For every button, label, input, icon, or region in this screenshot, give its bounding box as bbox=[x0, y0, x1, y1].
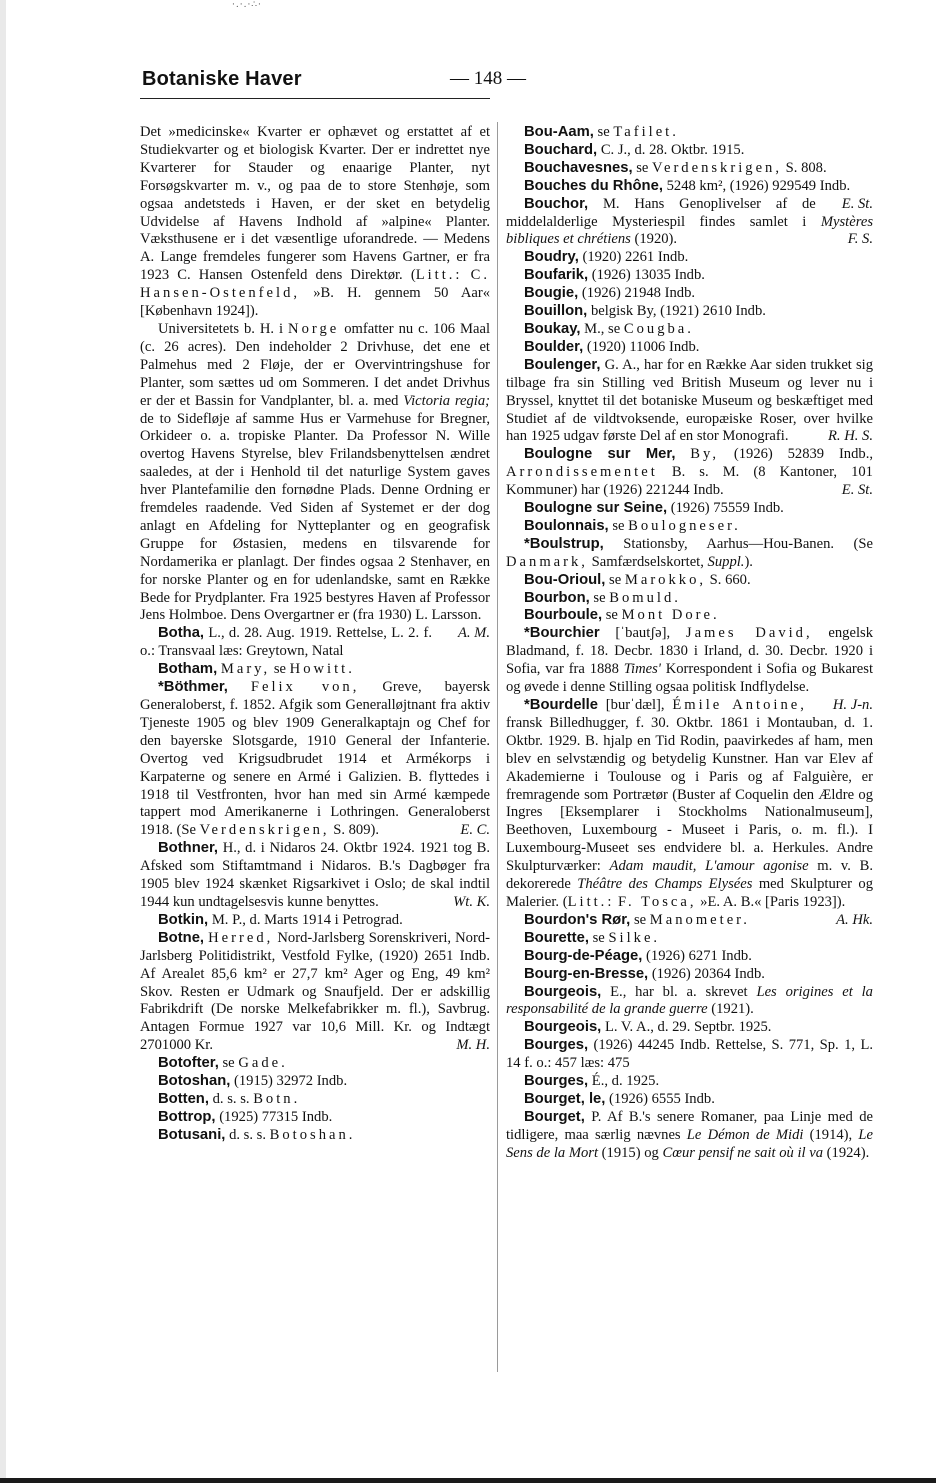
entry-bouches-du-rhone: Bouches du Rhône, 5248 km², (1926) 929549 Indb. E. St. bbox=[524, 177, 873, 212]
headword: Bougie, bbox=[524, 285, 579, 302]
headword: Bottrop, bbox=[158, 1108, 216, 1125]
entry-bothmer: *Böthmer, Felix von, Greve, bayersk Generaloberst, f. 1852. Afgik som Generalløjtnant fra aktiv Tjeneste 1905 og blev 1909 Generalkaptajn og Chef for den bayerske Slotsgarde, 1910 General der Infanterie. Overtog ved Krigsudbrudet 1914 et Armékorps i Karpaterne og senere en Armé i Galizien. B. flyttedes i 1918 til Vestfronten, hvor han med sin Armé kæmpede tappert mod Amerikanerne i Lothringen. Generaloberst 1918. (Se Verdenskrigen, S. 809). E. C. bbox=[140, 679, 490, 839]
cross-reference: Tafilet. bbox=[613, 124, 679, 140]
headword: Botha, bbox=[158, 625, 205, 642]
entry-bouchavesnes: Bouchavesnes, se Verdenskrigen, S. 808. bbox=[524, 159, 827, 176]
author-signature: A. M. bbox=[457, 625, 490, 642]
entry-bourdons-ror: Bourdon's Rør, se Manometer. bbox=[524, 911, 750, 928]
entry-bougie: Bougie, (1926) 21948 Indb. bbox=[524, 285, 696, 302]
paragraph: Universitetets b. H. i Norge omfatter nu c. 106 Maal (c. 26 acres). Den indeholder 2 Drivhuse, det ene et Palmehus med 2 Fløje, der er Overvintringshuse for Planter, som sættes ud om Sommeren. I det andet Drivhus er der et Bassin for Vandplanter, bl. a. med Victoria regia; de to Sidefløje af samme Hus er Varmehuse for Bregner, Orkideer o. a. tropiske Planter. Da Professor N. Wille overtog Havens Styrelse, blev Frilandsbenyttelsen ændret saaledes, at der i Henhold til det naturlige System gaves hver Plantefamilie den fornødne Plads. Denne Ordning er fremdeles raadende. Ved Siden af Systemet er der dog anlagt en Afdeling for Nytteplanter og en geografisk Gruppe for Østasien, medens en tilsvarende for Nordamerika er planlagt. Der findes ogsaa 2 Stenhaver, en for norske Planter og en for udenlandske, samt en Række Bede for Prydplanter. Fra 1925 bestyres Haven af Professor Jens Holmboe. Dens Overgartner er (fra 1930) L. Larsson. A. M. bbox=[140, 320, 490, 642]
headword: Bourg-en-Bresse, bbox=[524, 965, 649, 982]
cross-reference: Verdenskrigen, bbox=[199, 822, 330, 839]
cross-reference: Howitt. bbox=[289, 661, 355, 678]
headword: Bothner, bbox=[158, 840, 219, 857]
entry-botham: Botham, Mary, se Howitt. bbox=[158, 661, 355, 678]
headword: Boulder, bbox=[524, 338, 584, 355]
header-rule bbox=[140, 98, 490, 99]
entry-botten: Botten, d. s. s. Botn. bbox=[158, 1090, 301, 1107]
author-signature: E. C. bbox=[460, 822, 490, 839]
headword: Boulonnais, bbox=[524, 517, 609, 534]
headword: *Boulstrup, bbox=[524, 535, 604, 552]
cross-reference: Boulogneser. bbox=[628, 517, 741, 534]
paragraph: Det »medicinske« Kvarter er ophævet og erstattet af et Studiekvarter og et biologisk Kvarter. Der er indrettet nye Kvarterer for Stauder og enaarige Planter, nyt Forsøgskvarter m. v., og paa de to store Stenhøje, som ogsaa andetsteds i Haven, er der sket en betydelig Udvidelse af Havens Indhold af »alpine« Planter. Væksthusene er i det væsentlige uforandrede. — Medens A. Lange fremdeles fungerer som Havens Gartner, er fra 1923 C. Hansen Ostenfeld dens Direktør. (Litt.: C. Hansen-Ostenfeld, »B. H. gennem 50 Aar« [København 1924]). bbox=[140, 124, 491, 320]
entry-bourgeois-e: Bourgeois, E., har bl. a. skrevet Les origines et la responsabilité de la grande guerre (1921). bbox=[506, 983, 873, 1018]
cross-reference: Manometer. bbox=[649, 911, 750, 928]
entry-bourg-en-bresse: Bourg-en-Bresse, (1926) 20364 Indb. bbox=[524, 965, 765, 982]
entry-boufarik: Boufarik, (1926) 13035 Indb. bbox=[524, 267, 705, 284]
headword: *Bourchier bbox=[524, 625, 600, 642]
cross-reference: Mont Dore. bbox=[621, 607, 720, 624]
headword: Botofter, bbox=[158, 1055, 219, 1072]
cross-reference: Botoshan. bbox=[269, 1126, 356, 1143]
entry-botha: Botha, L., d. 28. Aug. 1919. Rettelse, L. 2. f. o.: Transvaal læs: Greytown, Natal bbox=[140, 625, 432, 660]
headword: Bourbon, bbox=[524, 589, 590, 606]
entry-bouchor: Bouchor, M. Hans Genoplivelser af de middelalderlige Mysteriespil findes samlet i Mystères bibliques et chrétiens (1920). F. S. bbox=[506, 195, 873, 248]
entry-bourbon: Bourbon, se Bomuld. bbox=[524, 589, 681, 606]
cross-reference: Silke. bbox=[608, 929, 661, 946]
entry-boulogne-sur-seine: Boulogne sur Seine, (1926) 75559 Indb. bbox=[524, 500, 784, 517]
entry-boulonnais: Boulonnais, se Boulogneser. bbox=[524, 517, 741, 534]
headword: Bouchavesnes, bbox=[524, 159, 633, 176]
entry-bourdelle: *Bourdelle [burˈdæl], Émile Antoine, fransk Billedhugger, f. 30. Oktbr. 1861 i Montauban, d. 1. Oktbr. 1929. B. hjalp en Tid Rodin, paavirkedes af ham, men blev en selvstændig og betydelig Kunstner. Han var Elev af Akademierne i Toulouse og i Paris og af Falguière, er fremragende som Portrætør (Buster af Coquelin den Ældre og Ingres [Eksemplarer i Stockholms Nationalmuseum], Beethoven, Luxembourg - Museet i Paris, o. m. fl.). I Luxembourg-Museet ses endvidere bl. a. Herkules. Andre Skulpturværker: Adam maudit, L'amour agonise m. v. B. dekorerede Théâtre des Champs Elysées med Skulpturer og Malerier. (Litt.: F. Tosca, »E. A. B.« [Paris 1923]). A. Hk. bbox=[506, 697, 873, 928]
scan-bottom-edge bbox=[0, 1478, 936, 1483]
entry-bouillon: Bouillon, belgisk By, (1921) 2610 Indb. bbox=[524, 303, 766, 320]
left-column bbox=[140, 124, 490, 1145]
cross-reference: Bomuld. bbox=[609, 589, 681, 606]
running-header-title: Botaniske Haver bbox=[142, 68, 302, 90]
headword: Boufarik, bbox=[524, 267, 589, 284]
entry-boudry: Boudry, (1920) 2261 Indb. bbox=[524, 249, 689, 266]
entry-botkin: Botkin, M. P., d. Marts 1914 i Petrograd. bbox=[158, 911, 403, 928]
entry-bourget-p: Bourget, P. Af B.'s senere Romaner, paa Linje med de tidligere, maa særlig nævnes Le Démon de Midi (1914), Le Sens de la Mort (1915) og Cœur pensif ne sait où il va (1924). bbox=[506, 1108, 873, 1161]
scan-artifact: ·.·.·∴· bbox=[232, 0, 262, 10]
headword: Bourg-de-Péage, bbox=[524, 947, 643, 964]
headword: Botten, bbox=[158, 1090, 209, 1107]
author-signature: M. H. bbox=[456, 1037, 490, 1054]
headword: Botne, bbox=[158, 929, 205, 946]
entry-boulstrup: *Boulstrup, Stationsby, Aarhus—Hou-Banen. (Se Danmark, Samfærdselskortet, Suppl.). bbox=[506, 535, 874, 570]
entry-bourette: Bourette, se Silke. bbox=[524, 929, 661, 946]
headword: Bou-Orioul, bbox=[524, 571, 606, 588]
page-number: — 148 — bbox=[450, 68, 526, 89]
author-signature: F. S. bbox=[847, 231, 873, 248]
entry-bou-orioul: Bou-Orioul, se Marokko, S. 660. bbox=[524, 571, 751, 588]
cross-reference: Gade. bbox=[238, 1055, 288, 1072]
headword: Boukay, bbox=[524, 320, 581, 337]
headword: Bourdon's Rør, bbox=[524, 911, 631, 928]
headword: Boulogne sur Seine, bbox=[524, 500, 668, 517]
entry-bourg-de-peage: Bourg-de-Péage, (1926) 6271 Indb. bbox=[524, 947, 752, 964]
entry-bothner: Bothner, H., d. i Nidaros 24. Oktbr 1924. 1921 tog B. Afsked som Stiftamtmand i Nidaros. B.'s Dagbøger fra 1905 blev 1924 skænket Rigsarkivet i Oslo; de skal indtil 1944 kun undtagelsesvis kunne benyttes. Wt. K. bbox=[140, 840, 490, 910]
headword: Botoshan, bbox=[158, 1073, 231, 1090]
entry-bourchier: *Bourchier [ˈbautʃə], James David, engelsk Bladmand, f. 18. Decbr. 1830 i Irland, d. 30. Decbr. 1920 i Sofia, var fra 1888 Times' Korrespondent i Sofia og Bukarest og øvede i denne Stilling ogsaa politisk Indflydelse. H. J-n. bbox=[506, 625, 874, 713]
headword: Bouches du Rhône, bbox=[524, 177, 663, 194]
headword: *Bourdelle bbox=[524, 697, 598, 713]
author-signature: E. St. bbox=[841, 482, 873, 499]
entry-bourges: Bourges, (1926) 44245 Indb. Rettelse, S. 771, Sp. 1, L. 14 f. o.: 457 læs: 475 bbox=[506, 1037, 874, 1072]
author-signature: H. J-n. bbox=[832, 697, 873, 713]
cross-reference: Marokko, bbox=[624, 571, 707, 588]
headword: Bourges, bbox=[524, 1037, 589, 1054]
entry-bourgeois-lva: Bourgeois, L. V. A., d. 29. Septbr. 1925. bbox=[524, 1019, 772, 1036]
entry-botne: Botne, Herred, Nord-Jarlsberg Sorenskriveri, Nord-Jarlsberg Politidistrikt, Vestfold Fylke, (1920) 2651 Indb. Af Arealet 85,6 km² er 27,7 km² Ager og Eng, 49 km² Skov. Resten er Udmark og Snaufjeld. Der er adskillig Fabrikdrift (De norske Melkefabrikker m. fl.), Savbrug. Antagen Formue 1927 var 10,6 Mill. Kr. og Indtægt 2701000 Kr. M. H. bbox=[140, 929, 490, 1054]
headword: Bouchor, bbox=[524, 195, 589, 212]
headword: Botham, bbox=[158, 661, 218, 678]
headword: Bourges, bbox=[524, 1073, 589, 1090]
entry-botoshan: Botoshan, (1915) 32972 Indb. bbox=[158, 1073, 348, 1090]
entry-bourboule: Bourboule, se Mont Dore. bbox=[524, 607, 720, 624]
headword: Botkin, bbox=[158, 911, 209, 928]
headword: Boulenger, bbox=[524, 356, 601, 373]
headword: Bourgeois, bbox=[524, 1019, 602, 1036]
headword: Bou-Aam, bbox=[524, 124, 594, 140]
entry-botofter: Botofter, se Gade. bbox=[158, 1055, 288, 1072]
entry-bourget-le: Bourget, le, (1926) 6555 Indb. bbox=[524, 1090, 715, 1107]
entry-bou-aam: Bou-Aam, se Tafilet. bbox=[524, 124, 679, 140]
headword: Bourboule, bbox=[524, 607, 603, 624]
right-column bbox=[506, 124, 873, 1163]
headword: Bouchard, bbox=[524, 141, 598, 158]
author-signature: Wt. K. bbox=[453, 893, 490, 910]
headword: Bourgeois, bbox=[524, 983, 602, 1000]
headword: Bourette, bbox=[524, 929, 589, 946]
cross-reference: Cougba. bbox=[623, 320, 694, 337]
headword: Boulogne sur Mer, bbox=[524, 446, 676, 463]
cross-reference: Verdenskrigen, bbox=[652, 159, 782, 176]
cross-reference: Danmark, bbox=[506, 553, 588, 570]
headword: Bourget, bbox=[524, 1108, 585, 1125]
entry-bottrop: Bottrop, (1925) 77315 Indb. bbox=[158, 1108, 333, 1125]
entry-bouchard: Bouchard, C. J., d. 28. Oktbr. 1915. bbox=[524, 141, 745, 158]
headword: Botusani, bbox=[158, 1126, 226, 1143]
headword: Bouillon, bbox=[524, 303, 588, 320]
entry-boulenger: Boulenger, G. A., har for en Række Aar siden trukket sig tilbage fra sin Stilling ved British Museum og lever nu i Bryssel, knyttet til det botaniske Museum og beskæftiget med Studiet af de vildtvoksende, europæiske Roser, over hvilke han 1925 udgav første Del af en stor Monografi. R. H. S. bbox=[506, 356, 873, 445]
column-divider bbox=[497, 122, 498, 1372]
headword: Bourget, le, bbox=[524, 1090, 606, 1107]
entry-boulogne-sur-mer: Boulogne sur Mer, By, (1926) 52839 Indb., Arrondissementet B. s. M. (8 Kantoner, 101 Kommuner) har (1926) 221244 Indb. E. St. bbox=[506, 446, 873, 499]
entry-boukay: Boukay, M., se Cougba. bbox=[524, 320, 694, 337]
entry-boulder: Boulder, (1920) 11006 Indb. bbox=[524, 338, 700, 355]
entry-bourges-e: Bourges, É., d. 1925. bbox=[524, 1073, 660, 1090]
author-signature: A. Hk. bbox=[836, 911, 873, 928]
cross-reference: Botn. bbox=[253, 1090, 301, 1107]
page-edge bbox=[0, 0, 6, 1483]
entry-botusani: Botusani, d. s. s. Botoshan. bbox=[158, 1126, 356, 1143]
author-signature: R. H. S. bbox=[828, 428, 873, 445]
author-signature: E. St. bbox=[841, 195, 873, 212]
headword: Boudry, bbox=[524, 249, 579, 266]
headword: *Böthmer, bbox=[158, 679, 228, 696]
